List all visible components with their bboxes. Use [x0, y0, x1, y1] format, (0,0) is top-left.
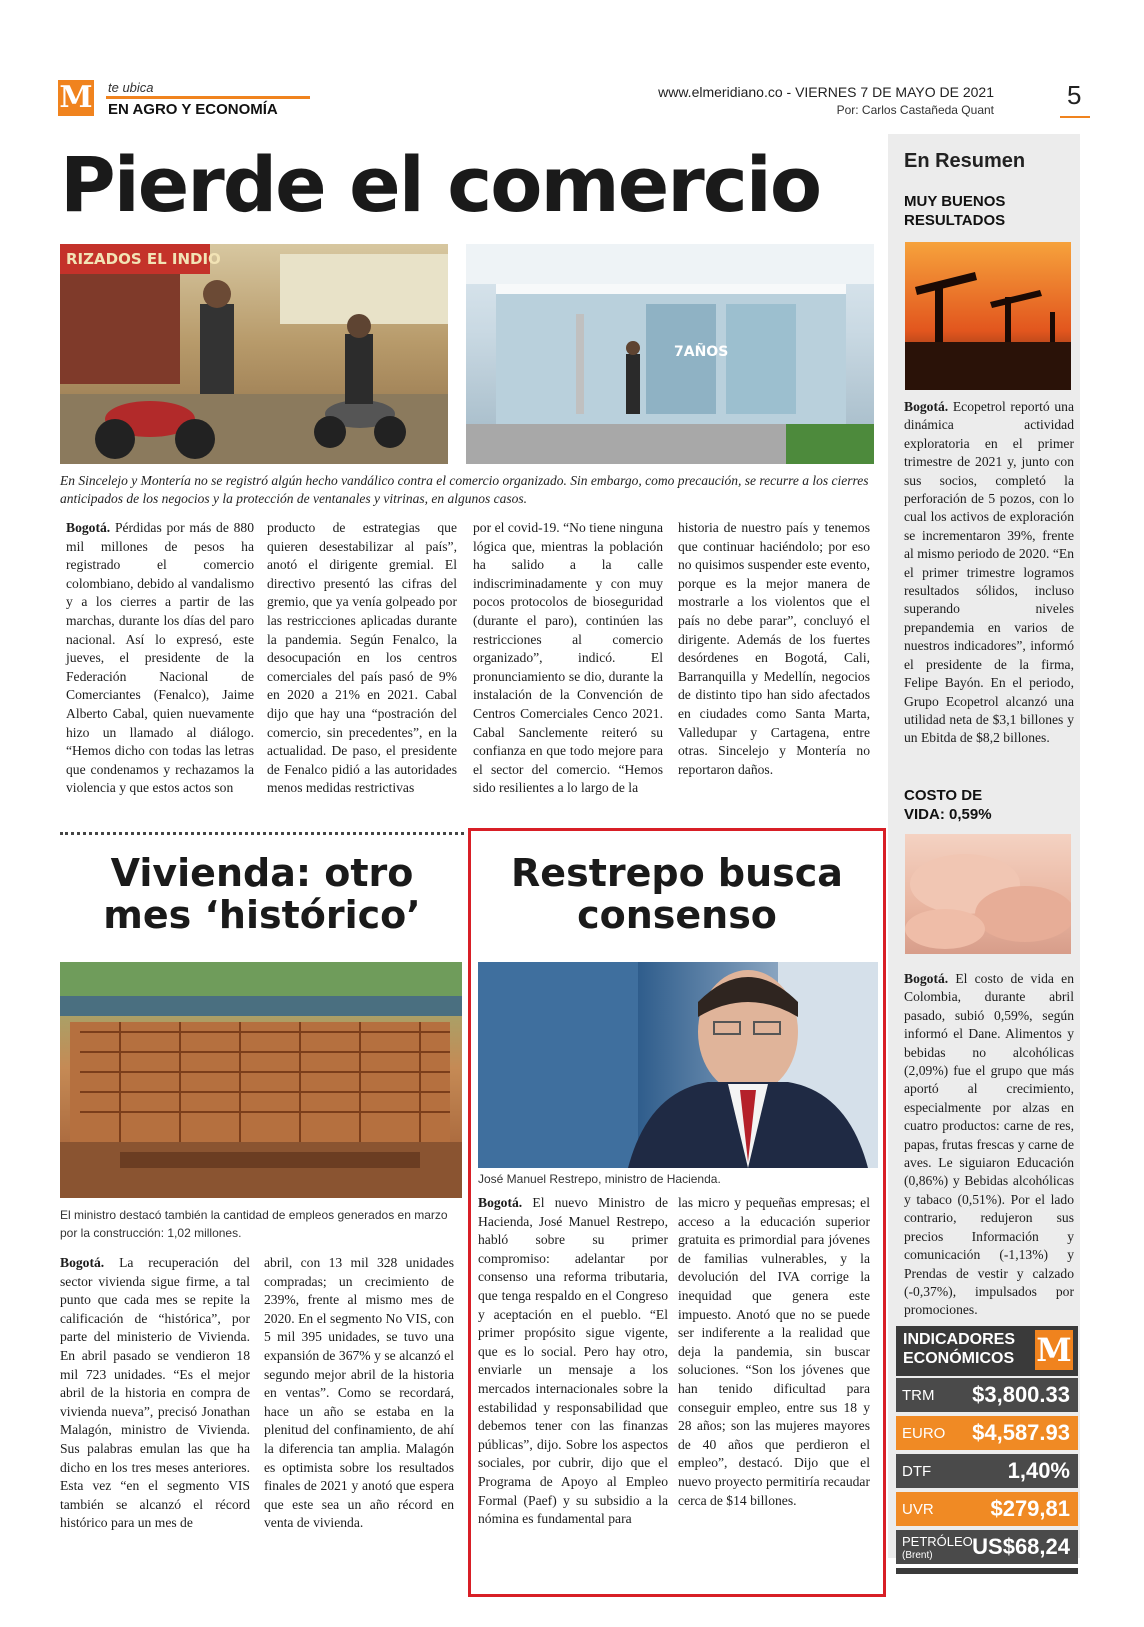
vivienda-photo-caption: El ministro destacó también la cantidad de empleos generados en marzo por la construcción: 1,02 millones. [60, 1208, 448, 1240]
indicator-row-uvr [896, 1492, 1078, 1526]
sidebar-item1-text [904, 398, 1074, 748]
indicator-label: TRM [902, 1387, 935, 1404]
shop-sign: RIZADOS EL INDIO [66, 250, 221, 268]
restrepo-headline-line-2: consenso [577, 893, 777, 937]
indicator-value: 1,40% [1007, 1458, 1070, 1483]
indicator-row-trm [896, 1378, 1078, 1412]
indicators-title-line-2: ECONÓMICOS [903, 1350, 1015, 1367]
indicators-logo: M [1036, 1331, 1072, 1369]
indicators-title-line-1: INDICADORES [903, 1331, 1016, 1348]
indicator-value: US$68,24 [972, 1534, 1070, 1559]
main-story-column-1 [66, 519, 254, 798]
indicator-row-euro [896, 1416, 1078, 1450]
restrepo-column-1 [478, 1194, 668, 1529]
elmeridiano-logo: M [59, 80, 93, 115]
indicator-label: DTF [902, 1463, 932, 1480]
header-tagline: te ubica [108, 80, 154, 95]
restrepo-headline [472, 852, 882, 936]
page-number-rule [1060, 116, 1090, 118]
main-photo-caption: En Sincelejo y Montería no se registró algún hecho vandálico contra el comercio organizado. Sin embargo, como precaución, se recurre a los cierres anticipados de los negocios y la protección de ventanales y vitrinas, en algunos casos. [60, 473, 869, 506]
restrepo-col1-text: El nuevo Ministro de Hacienda, José Manuel Restrepo, habló sobre su primer compromiso: adelantar por consenso una reforma tributaria, que tenga respaldo en el Congreso y aceptación en el pueblo. “El primer propósito sigue vigente, que es lo social. Pero hay otro, enviarle un mensaje a los mercados internacionales sobre la estabilidad y responsabilidad que debemos tener con las finanzas públicas”, dijo. Sobre los aspectos sociales, por cubrir, dijo que el Programa de Apoyo al Empleo Formal (Paef) y su subsidio a la nómina es fundamental para [478, 1195, 668, 1527]
section-name: EN AGRO Y ECONOMÍA [108, 101, 278, 118]
photo-chicken-meat [905, 834, 1071, 954]
vivienda-col1-text: La recuperación del sector vivienda sigue firme, a tal punto que cada mes se repite la calificación de “histórica”, por parte del ministerio de Vivienda. En abril pasado se vendieron 18 mil 723 unidades. “Es el mejor abril de la historia en compra de vivienda nueva”, precisó Jonathan Malagón, ministro de Vivienda. Sus palabras emulan las que ha dicho en los tres meses anteriores. Esta vez “en el segmento VIS también se alcanzó el récord histórico para un mes de [60, 1255, 250, 1531]
indicator-value: $3,800.33 [972, 1382, 1070, 1407]
dateline: Bogotá. [60, 1255, 105, 1270]
indicator-label: UVR [902, 1501, 934, 1518]
sidebar-item1-body: Ecopetrol reportó una dinámica actividad exploratoria en el primer trimestre de 2021 y, junto con sus socios, completó la perforación de 5 pozos, con lo cual los activos de exploración se incrementaron 39%, frente al mismo periodo de 2020. “En el primer trimestre logramos resultados sólidos, incluso superando niveles prepandemia en varios de nuestros indicadores”, informó el presidente de la firma, Felipe Bayón. En el periodo, Grupo Ecopetrol alcanzó una utilidad neta de $3,1 billones y un Ebitda de $8,2 billones. [904, 399, 1074, 746]
restrepo-headline-line-1: Restrepo busca [511, 851, 843, 895]
indicator-value: $4,587.93 [972, 1420, 1070, 1445]
photo-minister-portrait [478, 962, 878, 1168]
indicators-footer [896, 1568, 1078, 1574]
indicator-label: PETRÓLEO [902, 1534, 973, 1549]
vivienda-headline-line-2: mes ‘histórico’ [103, 893, 421, 937]
sidebar-item2-title-line-1: COSTO DE [904, 787, 983, 804]
indicator-label: EURO [902, 1425, 946, 1442]
photo-oil-pumps [905, 242, 1071, 390]
sidebar-item2-title-line-2: VIDA: 0,59% [904, 806, 992, 823]
indicator-row-dtf [896, 1454, 1078, 1488]
restrepo-photo-caption: José Manuel Restrepo, ministro de Hacienda. [478, 1172, 721, 1186]
vivienda-headline [60, 852, 464, 936]
page-number: 5 [1067, 80, 1082, 110]
sidebar-item2-title [904, 786, 992, 824]
indicator-value: $279,81 [990, 1496, 1070, 1521]
main-story-column-4: historia de nuestro país y tenemos que continuar haciéndolo; por eso no quisimos suspender este evento, porque es la mejor manera de mostrarle a los violentos que el país no debe parar”, concluyó el dirigente. Además de los fuertes desórdenes en Bogotá, Cali, Barranquilla y Medellín, negocios de distinto tipo han sido afectados en ciudades como Santa Marta, Valledupar y Cartagena, entre otras. Sincelejo y Montería no reportaron daños. [678, 520, 870, 777]
photo-store-facade [466, 244, 874, 464]
sidebar-item1-title [904, 192, 1005, 230]
indicator-sublabel: (Brent) [902, 1550, 933, 1561]
main-col1-text: Pérdidas por más de 880 mil millones de pesos ha registrado el comercio colombiano, debido al vandalismo y a los cierres a partir de las marchas, durante los días del paro nacional. Así lo expresó, este jueves, el presidente de la Federación Nacional de Comerciantes (Fenalco), Jaime Alberto Cabal, quien nuevamente hizo un llamado al diálogo. “Hemos dicho con todas las letras que condenamos y rechazamos la violencia y que estos actos son [66, 520, 254, 796]
sidebar-item1-title-line-1: MUY BUENOS [904, 193, 1006, 210]
dateline: Bogotá. [904, 399, 949, 414]
vivienda-column-2: abril, con 13 mil 328 unidades compradas; un crecimiento de 239%, frente al mismo mes de 2020. En el segmento No VIS, con 5 mil 395 unidades, se tuvo una expansión de 367% y se alcanzó el segundo mejor abril de la historia en ventas”. Como se recordará, hace un año se estaba en la plenitud del confinamiento, de ahí la diferencia tan amplia. Malagón es optimista sobre los resultados finales de 2021 y anotó que espera que este sea un año récord en venta de vivienda. [264, 1255, 454, 1531]
byline: Por: Carlos Castañeda Quant [836, 103, 994, 117]
vivienda-headline-line-1: Vivienda: otro [110, 851, 414, 895]
divider [60, 832, 464, 835]
sidebar-item2-body: El costo de vida en Colombia, durante abril pasado, subió 0,59%, según informó el Dane. Alimentos y bebidas no alcohólicas (2,09%) fue el grupo que más aportó al crecimiento, especialmente por alzas en cuatro productos: carne de res, papas, frutas frescas y carne de aves. Le siguiaron Educación (0,86%) y Bebidas alcohólicas y tabaco (0,51%). Por el lado contrario, redujeron sus precios Información y comunicación (-1,13%) y Prendas de vestir y calzado (-0,37%), impulsados por promociones. [904, 971, 1074, 1318]
main-story-column-2: producto de estrategias que quieren desestabilizar al país”, anotó el dirigente gremial. El directivo presentó las cifras del gremio, que ya venía golpeado por las restricciones aplicadas durante la pandemia. Según Fenalco, la desocupación en los centros comerciales del país pasó de 9% en 2020 a 21% en 2021. Cabal dijo que hay una “postración del comercio, sin precedentes”, en la actualidad. De paso, el presidente de Fenalco pidió a las autoridades menos medidas restrictivas [267, 520, 457, 796]
sidebar-item1-title-line-2: RESULTADOS [904, 212, 1006, 229]
site-and-date: www.elmeridiano.co - VIERNES 7 DE MAYO DE 2021 [658, 84, 994, 100]
main-story-column-3: por el covid-19. “No tiene ninguna lógica que, mientras la población ha salido a la calle indiscriminadamente y con muy pocos protocolos de bioseguridad (durante el paro), continúen las restricciones al comercio organizado”, indicó. El pronunciamiento se dio, durante la instalación de la Convención de Centros Comerciales Cenco 2021. Cabal Sanclemente reiteró su confianza en que todo mejore para el sector del comercio. “Hemos sido resilientes a lo largo de la [473, 520, 663, 796]
restrepo-column-2: las micro y pequeñas empresas; el acceso a la educación superior gratuita es primordial para jóvenes de familias vulnerables, y la devolución del IVA corrige la inequidad que genera este impuesto. Anotó que no se puede ser indiferente a la realidad que deja la pandemia, sin buscar soluciones. “Son los jóvenes que han tenido dificultad para conseguir empleo, entre sus 18 y 28 años; son las mujeres mayores de 40 años que perdieron el empleo”, destacó. Dijo que el nuevo proyecto permitiría recaudar cerca de $14 billones. [678, 1195, 870, 1508]
dateline: Bogotá. [66, 520, 111, 535]
photo-motorcycle-street [60, 244, 448, 464]
sidebar-title: En Resumen [904, 150, 1026, 172]
header-rule [106, 96, 310, 99]
vivienda-column-1 [60, 1254, 250, 1533]
main-headline: Pierde el comercio [60, 140, 821, 229]
sidebar-item2-text [904, 970, 1074, 1320]
indicator-row-petroleo [896, 1530, 1078, 1564]
store-sign: 7AÑOS [674, 344, 729, 360]
photo-construction-site [60, 962, 462, 1198]
dateline: Bogotá. [478, 1195, 523, 1210]
indicators-title [903, 1330, 1015, 1368]
dateline: Bogotá. [904, 971, 949, 986]
